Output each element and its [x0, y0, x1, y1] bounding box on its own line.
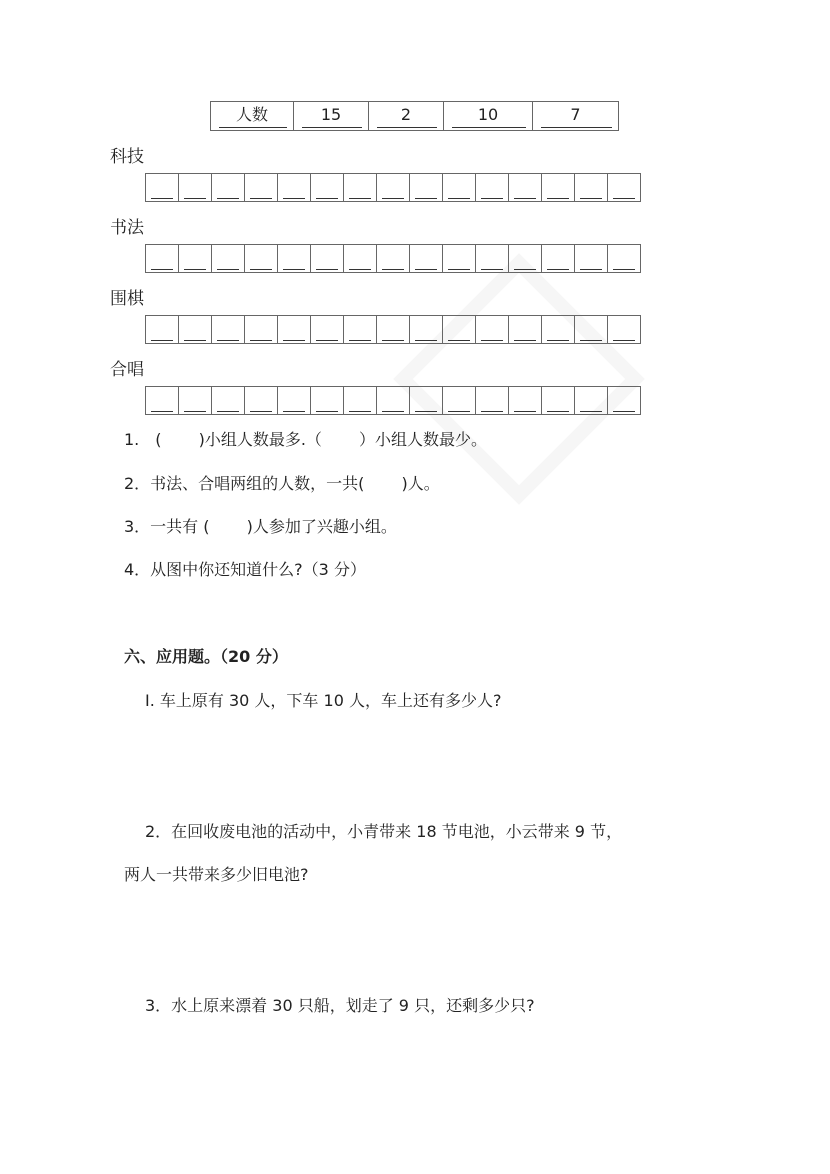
grid-cell — [146, 245, 178, 272]
grid-cell — [409, 316, 442, 343]
grid-cell — [442, 174, 475, 201]
grid-cell — [607, 387, 640, 414]
grid-cell — [607, 245, 640, 272]
grid-cell — [178, 316, 211, 343]
grid-cell — [343, 387, 376, 414]
table-cell: 15 — [293, 102, 368, 130]
grid-cell — [277, 174, 310, 201]
grid-cell — [244, 387, 277, 414]
grid-cell — [178, 245, 211, 272]
grid-cell — [343, 174, 376, 201]
problem-1: I. 车上原有 30 人，下车 10 人，车上还有多少人? — [145, 691, 502, 710]
grid-cell — [178, 387, 211, 414]
question-3: 3．一共有 ( )人参加了兴趣小组。 — [124, 517, 397, 536]
grid-cell — [508, 174, 541, 201]
grid-cell — [244, 174, 277, 201]
answer-grid — [145, 244, 641, 273]
grid-cell — [508, 387, 541, 414]
question-2: 2．书法、合唱两组的人数，一共( )人。 — [124, 474, 440, 493]
grid-cell — [178, 174, 211, 201]
group-label: 科技 — [110, 147, 144, 167]
grid-cell — [211, 387, 244, 414]
watermark — [393, 253, 645, 505]
grid-cell — [574, 316, 607, 343]
grid-cell — [376, 387, 409, 414]
grid-cell — [211, 316, 244, 343]
grid-cell — [574, 174, 607, 201]
answer-grid — [145, 173, 641, 202]
grid-cell — [244, 316, 277, 343]
problem-3: 3．水上原来漂着 30 只船，划走了 9 只，还剩多少只? — [145, 996, 535, 1015]
grid-cell — [508, 316, 541, 343]
grid-cell — [376, 316, 409, 343]
grid-cell — [541, 316, 574, 343]
grid-cell — [409, 387, 442, 414]
answer-grid — [145, 386, 641, 415]
grid-cell — [442, 245, 475, 272]
grid-cell — [607, 174, 640, 201]
grid-cell — [146, 387, 178, 414]
grid-cell — [409, 174, 442, 201]
section-title: 六、应用题。（20 分） — [124, 647, 288, 666]
grid-cell — [475, 174, 508, 201]
grid-cell — [475, 316, 508, 343]
problem-2: 2．在回收废电池的活动中，小青带来 18 节电池，小云带来 9 节， — [145, 822, 623, 841]
grid-cell — [607, 316, 640, 343]
grid-cell — [541, 387, 574, 414]
grid-cell — [310, 174, 343, 201]
grid-cell — [442, 387, 475, 414]
grid-cell — [343, 245, 376, 272]
question-1: 1. ( )小组人数最多.（ ）小组人数最少。 — [124, 430, 488, 449]
count-table — [210, 101, 619, 131]
grid-cell — [475, 387, 508, 414]
grid-cell — [376, 245, 409, 272]
problem-2-cont: 两人一共带来多少旧电池? — [124, 865, 309, 884]
grid-cell — [146, 174, 178, 201]
grid-cell — [146, 316, 178, 343]
grid-cell — [574, 387, 607, 414]
grid-cell — [409, 245, 442, 272]
grid-cell — [541, 245, 574, 272]
grid-cell — [574, 245, 607, 272]
table-cell: 7 — [532, 102, 618, 130]
grid-cell — [310, 387, 343, 414]
grid-cell — [376, 174, 409, 201]
group-label: 书法 — [110, 218, 144, 238]
grid-cell — [277, 387, 310, 414]
grid-cell — [310, 245, 343, 272]
group-label: 围棋 — [110, 289, 144, 309]
grid-cell — [244, 245, 277, 272]
grid-cell — [310, 316, 343, 343]
grid-cell — [343, 316, 376, 343]
question-4: 4．从图中你还知道什么?（3 分） — [124, 560, 366, 579]
grid-cell — [508, 245, 541, 272]
answer-grid — [145, 315, 641, 344]
grid-cell — [277, 316, 310, 343]
grid-cell — [541, 174, 574, 201]
grid-cell — [211, 245, 244, 272]
grid-cell — [211, 174, 244, 201]
grid-cell — [475, 245, 508, 272]
grid-cell — [277, 245, 310, 272]
group-label: 合唱 — [110, 360, 144, 380]
table-cell: 10 — [443, 102, 532, 130]
table-header-cell: 人数 — [211, 102, 293, 130]
grid-cell — [442, 316, 475, 343]
table-cell: 2 — [368, 102, 443, 130]
